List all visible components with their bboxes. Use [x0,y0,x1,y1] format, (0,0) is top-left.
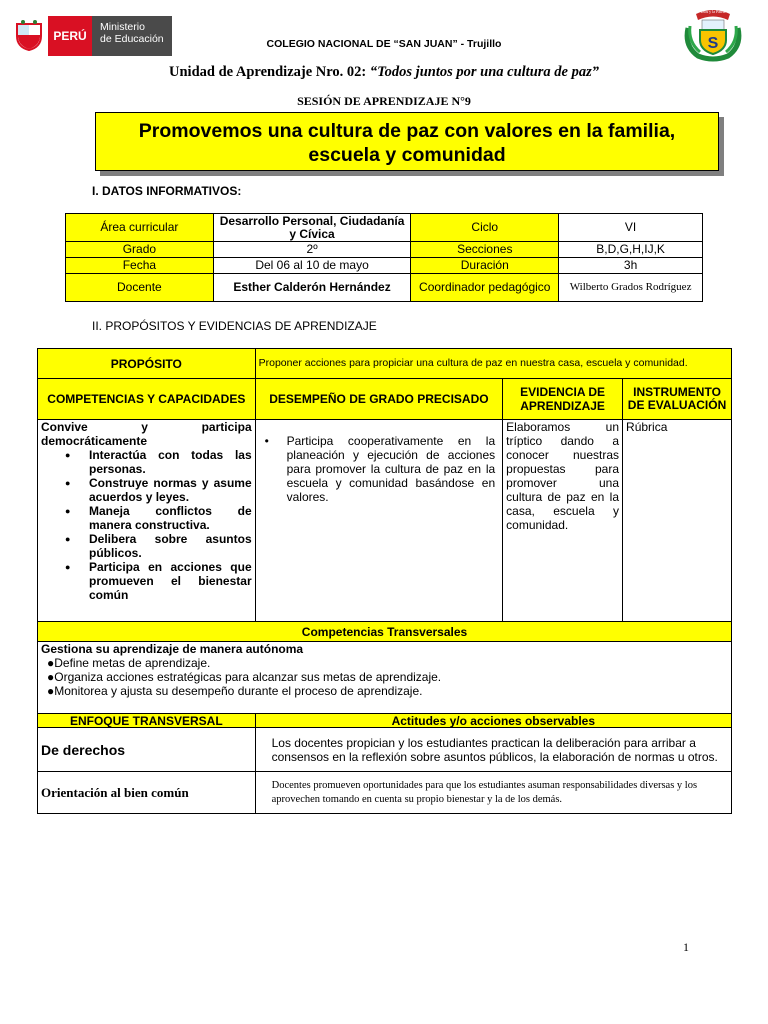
actitudes-header: Actitudes y/o acciones observables [255,714,731,728]
purpose-row [38,349,732,379]
ministry-label [92,16,172,56]
info-value: Esther Calderón Hernández [213,274,411,302]
desempeno-cell [255,420,503,622]
desempeno-header: DESEMPEÑO DE GRADO PRECISADO [255,379,503,420]
enfoque-row [38,772,732,814]
competencia-title: Convive y participa democráticamente [41,420,252,448]
session-title-box [95,112,719,171]
capacidad-item: ● Construye normas y asume acuerdos y leyes. [65,476,252,504]
unit-prefix: Unidad de Aprendizaje Nro. 02: [169,64,367,80]
header-row [38,379,732,420]
session-number: SESIÓN DE APRENDIZAJE N°9 [297,94,471,108]
info-row [66,214,703,242]
purpose-text: Proponer acciones para propiciar una cultura de paz en nuestra casa, escuela y comunidad. [255,349,731,379]
unit-name: “Todos juntos por una cultura de paz” [369,64,599,80]
competencias-cell [38,420,256,622]
info-value: 3h [559,258,703,274]
purpose-label: PROPÓSITO [38,349,256,379]
ministry-line1: Ministerio [100,21,145,33]
info-value: VI [559,214,703,242]
capacidad-item: ● Maneja conflictos de manera constructiva. [65,504,252,532]
info-label: Duración [411,258,559,274]
logo-letter: S [707,35,719,52]
transversal-cell [38,642,732,714]
page-number: 1 [683,940,689,954]
info-row [66,242,703,258]
info-label: Ciclo [411,214,559,242]
capacidad-item: ● Interactúa con todas las personas. [65,448,252,476]
info-value: Wilberto Grados Rodríguez [559,274,703,302]
info-label: Secciones [411,242,559,258]
info-table [65,213,703,302]
transversal-item: ●Define metas de aprendizaje. [47,656,211,670]
session-title-line2: escuela y comunidad [308,144,506,166]
capacidad-item: ● Delibera sobre asuntos públicos. [65,532,252,560]
capacidad-item: ● Participa en acciones que promueven el bienestar común [65,560,252,602]
enfoque-header-row [38,714,732,728]
transversales-label: Competencias Transversales [38,622,732,642]
peru-ministry-logo [10,16,172,56]
session-title-line1: Promovemos una cultura de paz con valores en la familia, [138,120,676,142]
info-label: Grado [66,242,214,258]
info-row [66,258,703,274]
school-name: COLEGIO NACIONAL DE “SAN JUAN” - Trujillo [266,38,502,50]
logo-motto: Dios y la Patria [700,9,726,14]
section1-title: I. DATOS INFORMATIVOS: [92,184,242,198]
content-row [38,420,732,622]
transversales-row [38,622,732,642]
unit-title [0,64,768,81]
ministry-line2: de Educación [100,33,164,45]
info-value: B,D,G,H,IJ,K [559,242,703,258]
info-label: Docente [66,274,214,302]
info-value: Del 06 al 10 de mayo [213,258,411,274]
enfoque-text: Docentes promueven oportunidades para que los estudiantes asuman responsabilidades diversas y los aprovechen tomando en cuenta su propio bienestar y la de los demás. [255,772,731,814]
peru-label: PERÚ [48,16,92,56]
info-value: 2º [213,242,411,258]
info-value: Desarrollo Personal, Ciudadanía y Cívica [213,214,411,242]
info-label: Área curricular [66,214,214,242]
instrumento-cell: Rúbrica [623,420,732,622]
enfoque-text: Los docentes propician y los estudiantes practican la deliberación para arribar a consensos en la reflexión sobre asuntos públicos, la elaboración de normas u otros. [255,728,731,772]
capacidades-list [41,448,252,602]
enfoque-header: ENFOQUE TRANSVERSAL [38,714,256,728]
transversal-item: ●Monitorea y ajusta su desempeño durante el proceso de aprendizaje. [47,684,423,698]
evidencia-header: EVIDENCIA DE APRENDIZAJE [503,379,623,420]
transversal-item: ●Organiza acciones estratégicas para alcanzar sus metas de aprendizaje. [47,670,442,684]
info-row [66,274,703,302]
enfoque-row [38,728,732,772]
info-label: Fecha [66,258,214,274]
competencias-header: COMPETENCIAS Y CAPACIDADES [38,379,256,420]
enfoque-name: De derechos [38,728,256,772]
school-crest-logo [682,6,744,62]
bullet-icon: • [264,434,269,448]
desempeno-text: Participa cooperativamente en la planeación y ejecución de acciones para promover la cultura de paz en la escuela y comunidad basándose en valores. [286,434,496,504]
evidencia-cell: Elaboramos un tríptico dando a conocer nuestras propuestas para promover una cultura de paz en la casa, escuela y comunidad. [503,420,623,622]
instrumento-header: INSTRUMENTO DE EVALUACIÓN [623,379,732,420]
peru-shield-icon [10,16,48,56]
info-label: Coordinador pedagógico [411,274,559,302]
transversal-title: Gestiona su aprendizaje de manera autónoma [41,642,304,656]
transversal-content-row [38,642,732,714]
section2-title: II. PROPÓSITOS Y EVIDENCIAS DE APRENDIZAJE [92,319,377,333]
enfoque-name: Orientación al bien común [38,772,256,814]
purposes-table [37,348,732,814]
